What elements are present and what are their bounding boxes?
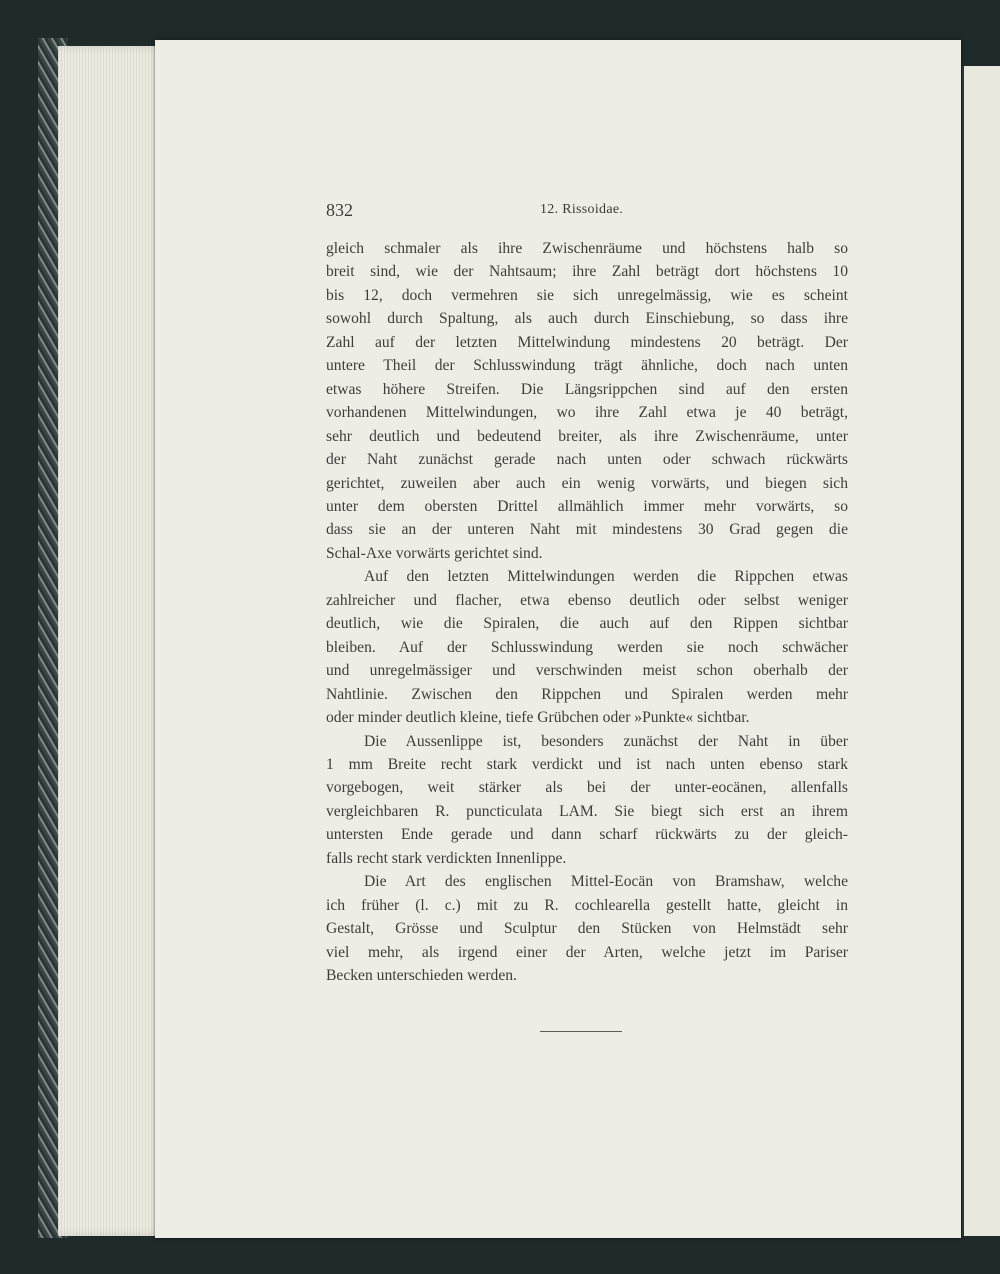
text-line: dass sie an der unteren Naht mit mindestens 30 Grad gegen die: [326, 521, 848, 539]
paragraph-3: [326, 730, 848, 871]
text-line: Becken unterschieden werden.: [326, 967, 517, 985]
text-line: viel mehr, als irgend einer der Arten, welche jetzt im Pariser: [326, 943, 848, 961]
text-line: Die Aussenlippe ist, besonders zunächst der Naht in über: [364, 732, 848, 750]
text-line: sowohl durch Spaltung, als auch durch Einschiebung, so dass ihre: [326, 310, 848, 328]
text-line: ich früher (l. c.) mit zu R. cochlearella gestellt hatte, gleicht in: [326, 896, 848, 914]
text-line: Schal-Axe vorwärts gerichtet sind.: [326, 544, 543, 562]
text-line: falls recht stark verdickten Innenlippe.: [326, 849, 567, 867]
text-line: gerichtet, zuweilen aber auch ein wenig vorwärts, und biegen sich: [326, 474, 848, 492]
text-line: vergleichbaren R. puncticulata LAM. Sie biegt sich erst an ihrem: [326, 802, 848, 820]
text-line: bis 12, doch vermehren sie sich unregelmässig, wie es scheint: [326, 286, 848, 304]
paragraph-2: [326, 565, 848, 729]
running-title: 12. Rissoidae.: [540, 202, 624, 217]
text-line: gleich schmaler als ihre Zwischenräume und höchstens halb so: [326, 240, 848, 257]
text-line: Gestalt, Grösse und Sculptur den Stücken von Helmstädt sehr: [326, 920, 848, 938]
text-line: vorgebogen, weit stärker als bei der unter-eocänen, allenfalls: [326, 779, 848, 797]
text-line: bleiben. Auf der Schlusswindung werden sie noch schwächer: [326, 638, 848, 656]
text-line: deutlich, wie die Spiralen, die auch auf den Rippen sichtbar: [326, 615, 848, 633]
text-line: oder minder deutlich kleine, tiefe Grübchen oder »Punkte« sichtbar.: [326, 709, 750, 727]
text-line: 1 mm Breite recht stark verdickt und ist nach unten ebenso stark: [326, 755, 848, 773]
text-line: Zahl auf der letzten Mittelwindung mindestens 20 beträgt. Der: [326, 333, 848, 351]
facing-page-edge: [962, 66, 1000, 1236]
stacked-page-edges: [58, 46, 170, 1236]
text-line: Auf den letzten Mittelwindungen werden die Rippchen etwas: [364, 568, 848, 586]
paragraph-4: [326, 870, 848, 987]
text-line: sehr deutlich und bedeutend breiter, als ihre Zwischenräume, unter: [326, 427, 848, 445]
text-line: untersten Ende gerade und dann scharf rückwärts zu der gleich-: [326, 826, 848, 844]
text-line: breit sind, wie der Nahtsaum; ihre Zahl beträgt dort höchstens 10: [326, 263, 848, 281]
paragraph-1: [326, 237, 848, 565]
section-divider: [540, 1031, 622, 1032]
page-number: 832: [326, 200, 353, 220]
text-line: Nahtlinie. Zwischen den Rippchen und Spiralen werden mehr: [326, 685, 848, 703]
text-line: und unregelmässiger und verschwinden meist schon oberhalb der: [326, 662, 848, 680]
text-line: vorhandenen Mittelwindungen, wo ihre Zahl etwa je 40 beträgt,: [326, 404, 848, 422]
text-line: unter dem obersten Drittel allmählich immer mehr vorwärts, so: [326, 497, 848, 515]
text-line: zahlreicher und flacher, etwa ebenso deutlich oder selbst weniger: [326, 591, 848, 609]
text-line: untere Theil der Schlusswindung trägt ähnliche, doch nach unten: [326, 357, 848, 375]
body-text: [326, 237, 848, 988]
text-line: etwas höhere Streifen. Die Längsrippchen sind auf den ersten: [326, 380, 848, 398]
text-line: der Naht zunächst gerade nach unten oder schwach rückwärts: [326, 451, 848, 469]
text-line: Die Art des englischen Mittel-Eocän von Bramshaw, welche: [364, 873, 848, 891]
page-header: [326, 200, 848, 224]
